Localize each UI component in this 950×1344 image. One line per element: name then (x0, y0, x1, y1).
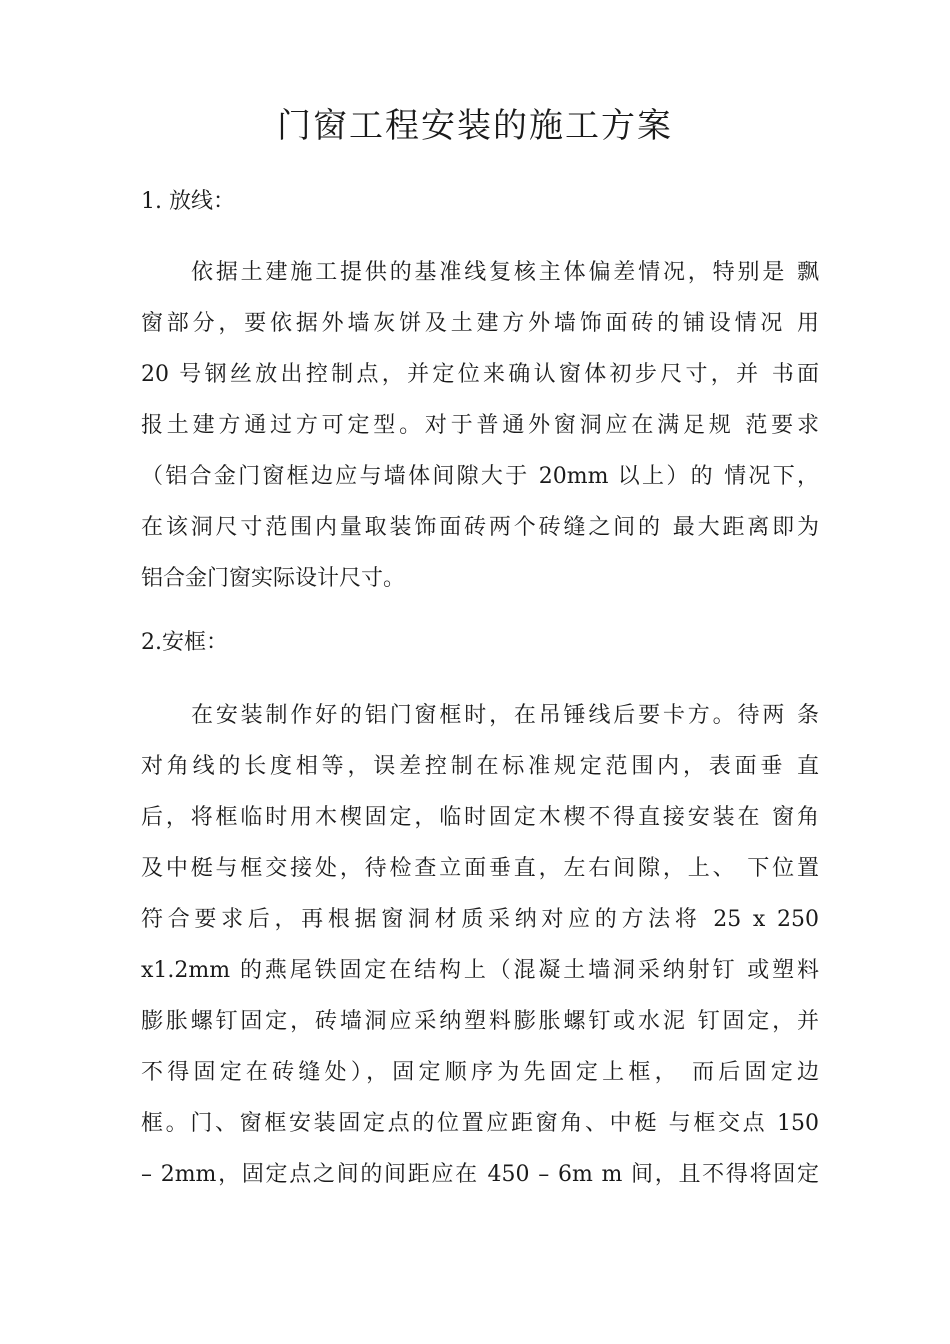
paragraph-line: 铝合金门窗实际设计尺寸。 (141, 566, 406, 591)
paragraph-line: 框。门、窗框安装固定点的位置应距窗角、中梃 与框交点 150 (141, 1111, 819, 1136)
section-1-paragraph (141, 247, 819, 604)
paragraph-line: – 2mm，固定点之间的间距应在 450 – 6m m 间，且不得将固定 (141, 1162, 819, 1187)
paragraph-line: 不得固定在砖缝处），固定顺序为先固定上框， 而后固定边 (141, 1060, 819, 1085)
section-heading-1: 1. 放线： (141, 189, 235, 214)
paragraph-line: 在安装制作好的铝门窗框时，在吊锤线后要卡方。待两 条 (191, 703, 819, 728)
section-heading-2: 2.安框： (141, 630, 228, 655)
paragraph-line: 对角线的长度相等，误差控制在标准规定范围内，表面垂 直 (141, 754, 819, 779)
paragraph-line: 报土建方通过方可定型。对于普通外窗洞应在满足规 范要求 (141, 413, 819, 438)
paragraph-line: 20 号钢丝放出控制点，并定位来确认窗体初步尺寸，并 书面 (141, 362, 819, 387)
paragraph-line: 符合要求后，再根据窗洞材质采纳对应的方法将 25 x 250 (141, 907, 819, 932)
paragraph-line: 依据土建施工提供的基准线复核主体偏差情况，特别是 飘 (191, 260, 819, 285)
paragraph-line: 后，将框临时用木楔固定，临时固定木楔不得直接安装在 窗角 (141, 805, 819, 830)
page-title: 门窗工程安装的施工方案 (277, 106, 673, 146)
paragraph-line: x1.2mm 的燕尾铁固定在结构上（混凝土墙洞采纳射钉 或塑料 (141, 958, 819, 983)
paragraph-line: （铝合金门窗框边应与墙体间隙大于 20mm 以上）的 情况下， (141, 464, 819, 489)
paragraph-line: 在该洞尺寸范围内量取装饰面砖两个砖缝之间的 最大距离即为 (141, 515, 819, 540)
paragraph-line: 窗部分，要依据外墙灰饼及土建方外墙饰面砖的铺设情况 用 (141, 311, 819, 336)
paragraph-line: 及中梃与框交接处，待检查立面垂直，左右间隙，上、 下位置 (141, 856, 819, 881)
paragraph-line: 膨胀螺钉固定，砖墙洞应采纳塑料膨胀螺钉或水泥 钉固定，并 (141, 1009, 819, 1034)
section-2-paragraph (141, 690, 819, 1200)
